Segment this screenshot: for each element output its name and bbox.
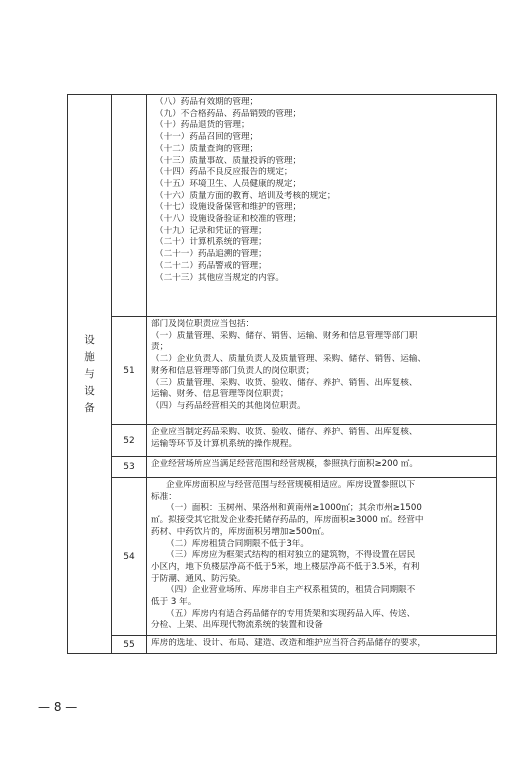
content-cell — [147, 457, 497, 478]
text-line: 药材、中药饮片的，库房面积另增加≥500㎡。 — [151, 526, 330, 537]
row-number-cell: 55 — [112, 636, 147, 654]
list-item: （十七）设施设备保管和维护的管理； — [155, 202, 302, 213]
list-item: （十五）环境卫生、人员健康的规定； — [155, 178, 302, 189]
table-row — [68, 457, 497, 478]
list-item: （二十一）药品追溯的管理； — [155, 249, 267, 260]
text-line: （二）企业负责人、质量负责人及质量管理、采购、储存、销售、运输、 — [151, 354, 427, 365]
row-number-cell: 53 — [112, 457, 147, 478]
text-line: 于防潮、通风、防污染。 — [151, 573, 246, 584]
table-row — [68, 425, 497, 457]
list-item: （二十）计算机系统的管理； — [155, 237, 267, 248]
list-item: （十）药品退货的管理； — [155, 120, 250, 131]
text-line: 分检、上架、出库现代物流系统的装置和设备 — [151, 620, 323, 631]
list-item: （十九）记录和凭证的管理； — [155, 225, 267, 236]
table-row — [68, 95, 497, 317]
text-line: （四）企业营业场所、库房非自主产权系租赁的，租赁合同期限不 — [166, 585, 416, 596]
text-line: 标准： — [151, 491, 177, 502]
text-line: 小区内，地下负楼层净高不低于5米，地上楼层净高不低于3.5米，有利 — [151, 561, 420, 572]
text-line: 低于 3 年。 — [151, 597, 197, 608]
list-item: （十三）质量事故、质量投诉的管理； — [155, 155, 302, 166]
text-line: （二）库房租赁合同期限不低于3年。 — [166, 538, 309, 549]
content-cell — [147, 317, 497, 425]
row-number-cell: 54 — [112, 478, 147, 636]
text-line: 运输等环节及计算机系统的操作规程。 — [151, 438, 298, 449]
list-item: （二十二）药品警戒的管理； — [155, 260, 267, 271]
content-cell — [147, 425, 497, 457]
regulation-table — [67, 94, 497, 654]
text-line: （一）面积：玉树州、果洛州和黄南州≥1000㎡；其余市州≥1500 — [166, 503, 422, 514]
text-line: 部门及岗位职责应当包括： — [151, 319, 255, 329]
text-line: 运输、财务、信息管理等岗位职责； — [151, 389, 289, 400]
row-number-cell — [112, 95, 147, 317]
text-line: 库房的选址、设计、布局、建造、改造和维护应当符合药品储存的要求， — [151, 638, 427, 648]
text-line: 企业经营场所应当满足经营范围和经营规模，参照执行面积≥200 ㎡。 — [151, 459, 418, 469]
text-line: ㎡。拟接受其它批发企业委托储存药品的，库房面积≥3000 ㎡。经营中 — [151, 515, 424, 526]
list-item: （十八）设施设备验证和校准的管理； — [155, 214, 302, 225]
category-label: 设施与设备 — [84, 333, 95, 414]
list-item: （十二）质量查询的管理； — [155, 143, 259, 154]
list-item: （十四）药品不良反应报告的规定； — [155, 167, 293, 178]
list-item: （十六）质量方面的教育、培训及考核的规定； — [155, 190, 336, 201]
category-cell — [68, 95, 112, 654]
text-line: （三）库房应为框架式结构的相对独立的建筑物，不得设置在居民 — [166, 550, 416, 561]
text-line: （三）质量管理、采购、收货、验收、储存、养护、销售、出库复核、 — [151, 377, 418, 388]
text-line: （四）与药品经营相关的其他岗位职责。 — [151, 400, 306, 411]
list-item: （二十三）其他应当规定的内容。 — [155, 272, 284, 283]
text-line: 财务和信息管理等部门负责人的岗位职责； — [151, 365, 315, 376]
text-line: 企业应当制定药品采购、收货、验收、储存、养护、销售、出库复核、 — [151, 427, 418, 437]
table-row — [68, 478, 497, 636]
text-line: 责； — [151, 342, 169, 353]
management-items-list — [151, 97, 492, 284]
table-row — [68, 317, 497, 425]
list-item: （九）不合格药品、药品销毁的管理； — [155, 108, 302, 119]
list-item: （十一）药品召回的管理； — [155, 132, 259, 143]
list-item: （八）药品有效期的管理； — [155, 97, 259, 107]
content-cell — [147, 95, 497, 317]
content-cell — [147, 636, 497, 654]
row-number-cell: 51 — [112, 317, 147, 425]
text-line: 企业库房面积应与经营范围与经营规模相适应。库房设置参照以下 — [166, 480, 416, 490]
table-row — [68, 636, 497, 654]
row-number-cell: 52 — [112, 425, 147, 457]
text-line: （一）质量管理、采购、储存、销售、运输、财务和信息管理等部门职 — [151, 330, 418, 341]
content-cell — [147, 478, 497, 636]
text-line: （五）库房内有适合药品储存的专用货架和实现药品入库、传送、 — [166, 608, 416, 619]
page-number: — 8 — — [38, 700, 78, 714]
